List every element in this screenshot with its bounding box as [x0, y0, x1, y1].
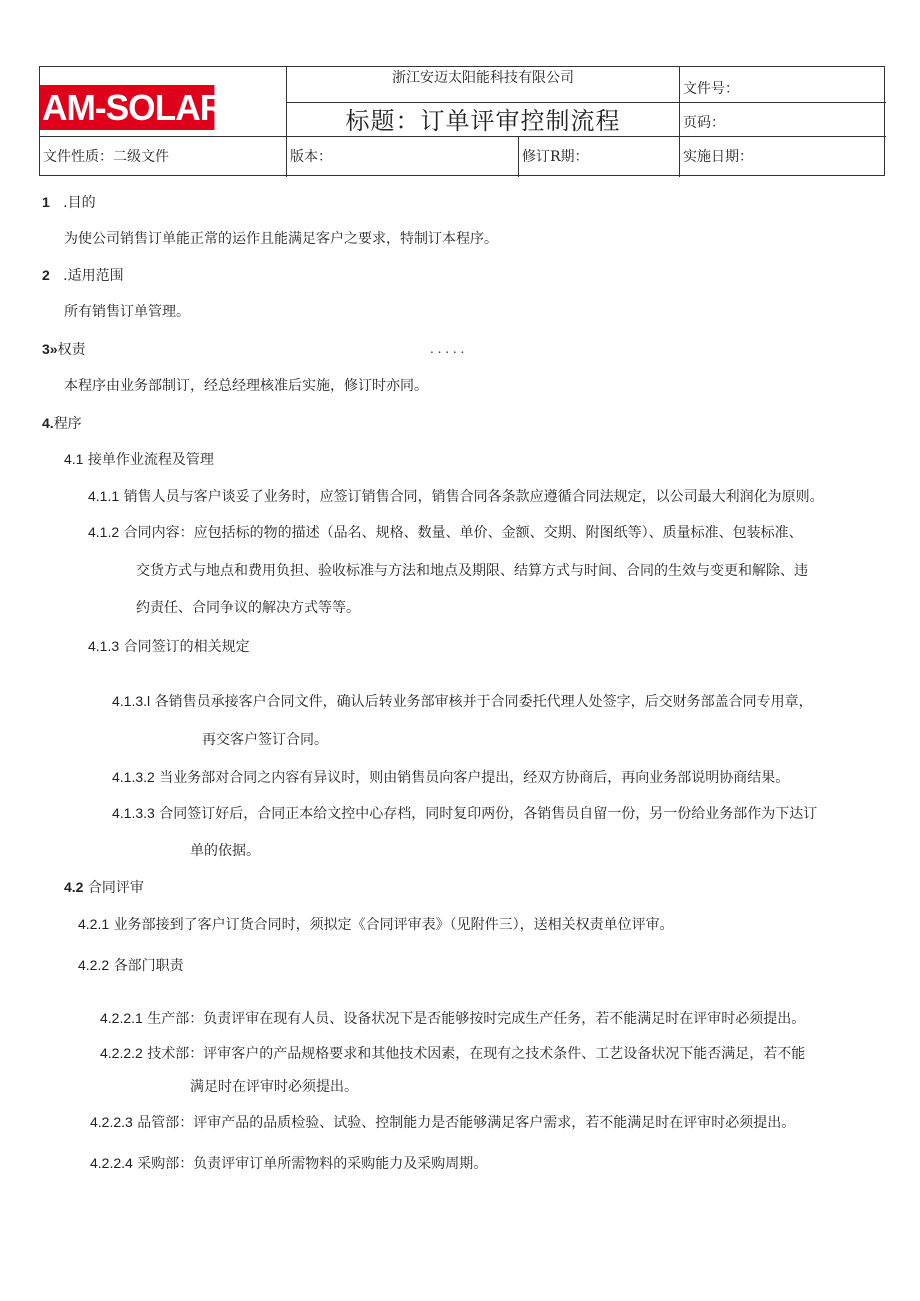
clause: 4.1.1 销售人员与客户谈妥了业务时，应签订销售合同，销售合同各条款应遵循合同法规定，以公司最大利润化为原则。 [88, 488, 824, 505]
company-name: 浙江安迈太阳能科技有限公司 [287, 67, 680, 103]
clause: 4.2.2.3 品管部：评审产品的品质检验、试验、控制能力是否能够满足客户需求，若不能满足时在评审时必须提出。 [90, 1114, 796, 1131]
subsection-heading: 4.2 合同评审 [64, 879, 144, 896]
implement-date-label: 实施日期： [683, 149, 753, 165]
clause: 4.2.1 业务部接到了客户订货合同时，须拟定《合同评审表》（见附件三），送相关权责单位评审。 [78, 916, 674, 933]
clause: 4.1.3.3 合同签订好后，合同正本给文控中心存档，同时复印两份，各销售员自留一份，另一份给业务部作为下达订 [112, 805, 818, 822]
clause-continuation: 约责任、合同争议的解决方式等等。 [136, 600, 360, 616]
section-heading: 3»权责 [42, 341, 86, 358]
section-body: 为使公司销售订单能正常的运作且能满足客户之要求，特制订本程序。 [64, 231, 498, 247]
company-logo: AM-SOLARI [41, 87, 234, 128]
clause-continuation: 交货方式与地点和费用负担、验收标准与方法和地点及期限、结算方式与时间、合同的生效与变更和解除、违 [136, 563, 808, 579]
clause: 4.1.3.l 各销售员承接客户合同文件，确认后转业务部审核并于合同委托代理人处签字，后交财务部盖合同专用章， [112, 693, 813, 710]
logo-cell [40, 67, 287, 137]
clause-continuation: 再交客户签订合同。 [202, 732, 328, 748]
subsection-heading: 4.1 接单作业流程及管理 [64, 451, 214, 468]
section-heading: 4.程序 [42, 415, 82, 432]
doc-nature: 文件性质：二级文件 [40, 137, 287, 177]
section-heading: 2 .适用范围 [42, 267, 124, 284]
document-title: 标题：订单评审控制流程 [287, 103, 680, 137]
clause-continuation: 单的依据。 [190, 843, 260, 859]
clause: 4.1.2 合同内容：应包括标的物的描述（品名、规格、数量、单价、金额、交期、附图纸等）、质量标准、包装标准、 [88, 524, 803, 541]
revision-date-label: 修订R期： [519, 137, 680, 177]
section-heading: 1 .目的 [42, 194, 96, 211]
subsection-heading: 4.2.2 各部门职责 [78, 957, 184, 974]
header-table [39, 66, 885, 176]
section-body: 所有销售订单管理。 [64, 304, 190, 320]
clause-continuation: 满足时在评审时必须提出。 [190, 1079, 358, 1095]
doc-number-label: 文件号： [680, 67, 886, 103]
clause: 4.2.2.1 生产部：负责评审在现有人员、设备状况下是否能够按时完成生产任务，若不能满足时在评审时必须提出。 [100, 1010, 806, 1027]
dots-mark: . . . . . [430, 342, 465, 356]
clause: 4.1.3.2 当业务部对合同之内容有异议时，则由销售员向客户提出，经双方协商后，再向业务部说明协商结果。 [112, 769, 790, 786]
clause: 4.2.2.4 采购部：负责评审订单所需物料的采购能力及采购周期。 [90, 1155, 488, 1172]
page-number-label: 页码： [680, 103, 886, 137]
clause: 4.2.2.2 技术部：评审客户的产品规格要求和其他技术因素，在现有之技术条件、工艺设备状况下能否满足，若不能 [100, 1045, 806, 1062]
subsection-heading: 4.1.3 合同签订的相关规定 [88, 638, 250, 655]
section-body: 本程序由业务部制订，经总经理核准后实施，修订时亦同。 [64, 378, 428, 394]
version-label: 版本： [287, 137, 519, 177]
